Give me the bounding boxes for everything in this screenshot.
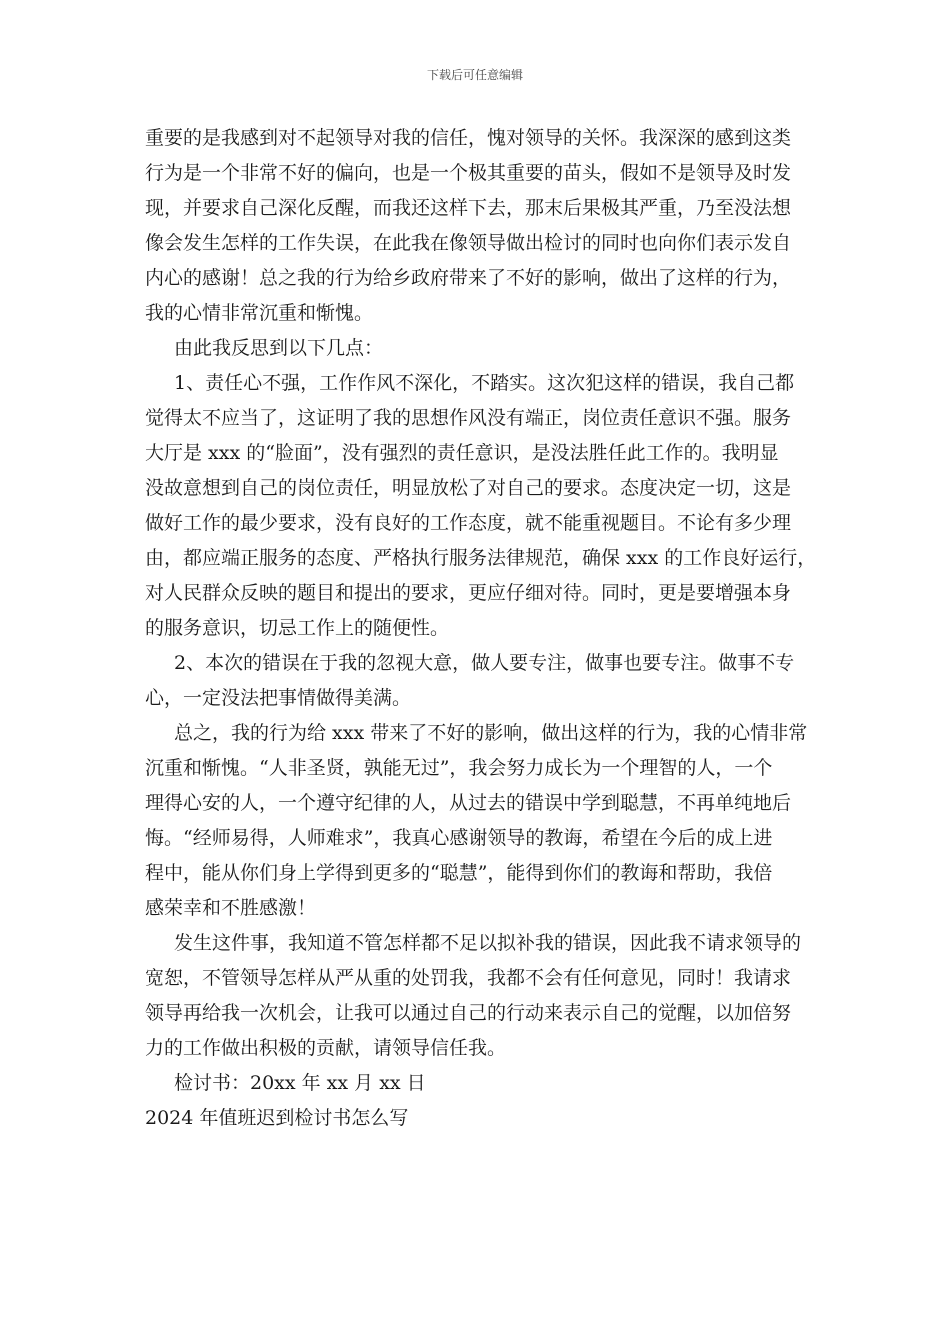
- paragraph-intro: [145, 121, 815, 331]
- text-line: 由，都应端正服务的态度、严格执行服务法律规范，确保 xxx 的工作良好运行，: [145, 547, 817, 569]
- text-line: 悔。“经师易得，人师难求”，我真心感谢领导的教诲，希望在今后的成上进: [145, 827, 773, 849]
- paragraph-summary: [145, 716, 815, 926]
- paragraph-point-2: [145, 646, 815, 716]
- text-line: 觉得太不应当了，这证明了我的思想作风没有端正，岗位责任意识不强。服务: [145, 407, 792, 429]
- text-line: 大厅是 xxx 的“脸面”，没有强烈的责任意识，是没法胜任此工作的。我明显: [145, 442, 779, 464]
- text-line: 2、本次的错误在于我的忽视大意，做人要专注，做事也要专注。做事不专: [174, 652, 795, 674]
- page-header: 下载后可任意编辑: [426, 68, 523, 82]
- signature-date: [145, 1066, 815, 1101]
- text-line: 没故意想到自己的岗位责任，明显放松了对自己的要求。态度决定一切，这是: [145, 477, 792, 499]
- text-line: 的服务意识，切忌工作上的随便性。: [145, 617, 450, 639]
- text-line: 内心的感谢！总之我的行为给乡政府带来了不好的影响，做出了这样的行为，: [145, 267, 792, 289]
- text-line: 做好工作的最少要求，没有良好的工作态度，就不能重视题目。不论有多少理: [145, 512, 792, 534]
- text-line: 像会发生怎样的工作失误，在此我在像领导做出检讨的同时也向你们表示发自: [145, 232, 792, 254]
- text-line: 总之，我的行为给 xxx 带来了不好的影响，做出这样的行为，我的心情非常: [174, 722, 808, 744]
- text-line: 检讨书：20xx 年 xx 月 xx 日: [174, 1072, 426, 1094]
- paragraph-request: [145, 926, 815, 1066]
- paragraph-reflection-heading: [145, 331, 815, 366]
- text-line: 感荣幸和不胜感激！: [145, 897, 317, 919]
- text-line: 力的工作做出积极的贡献，请领导信任我。: [145, 1037, 507, 1059]
- paragraph-point-1: [145, 366, 815, 646]
- next-section-title: [145, 1101, 815, 1136]
- document-body: [145, 121, 815, 1136]
- text-line: 发生这件事，我知道不管怎样都不足以拟补我的错误，因此我不请求领导的: [174, 932, 802, 954]
- text-line: 宽恕，不管领导怎样从严从重的处罚我，我都不会有任何意见，同时！我请求: [145, 967, 792, 989]
- text-line: 重要的是我感到对不起领导对我的信任，愧对领导的关怀。我深深的感到这类: [145, 127, 792, 149]
- text-line: 由此我反思到以下几点：: [174, 337, 384, 359]
- text-line: 我的心情非常沉重和惭愧。: [145, 302, 374, 324]
- text-line: 沉重和惭愧。“人非圣贤，孰能无过”，我会努力成长为一个理智的人，一个: [145, 757, 773, 779]
- text-line: 领导再给我一次机会，让我可以通过自己的行动来表示自己的觉醒，以加倍努: [145, 1002, 792, 1024]
- text-line: 心，一定没法把事情做得美满。: [145, 687, 412, 709]
- text-line: 理得心安的人，一个遵守纪律的人，从过去的错误中学到聪慧，不再单纯地后: [145, 792, 792, 814]
- text-line: 现，并要求自己深化反醒，而我还这样下去，那末后果极其严重，乃至没法想: [145, 197, 792, 219]
- text-line: 程中，能从你们身上学得到更多的“聪慧”，能得到你们的教诲和帮助，我倍: [145, 862, 773, 884]
- text-line: 行为是一个非常不好的偏向，也是一个极其重要的苗头，假如不是领导及时发: [145, 162, 792, 184]
- text-line: 1、责任心不强，工作作风不深化，不踏实。这次犯这样的错误，我自己都: [174, 372, 795, 394]
- text-line: 对人民群众反映的题目和提出的要求，更应仔细对待。同时，更是要增强本身: [145, 582, 792, 604]
- text-line: 2024 年值班迟到检讨书怎么写: [145, 1107, 409, 1129]
